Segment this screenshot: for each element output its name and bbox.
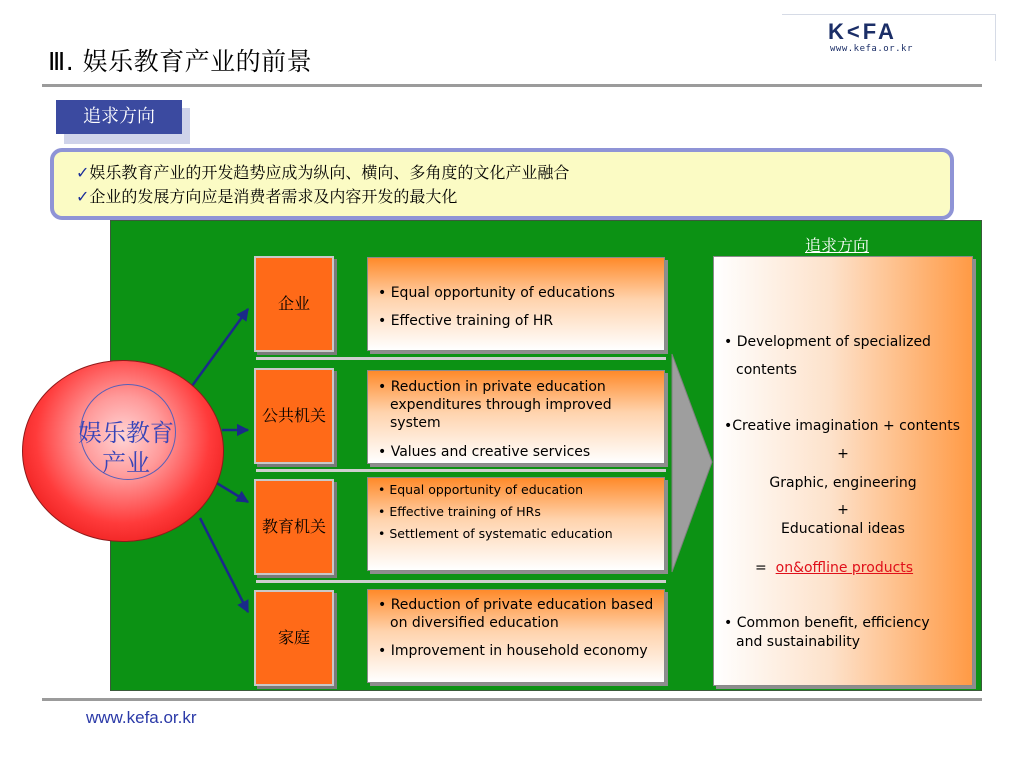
summary-text-1: 娱乐教育产业的开发趋势应成为纵向、横向、多角度的文化产业融合 (89, 163, 570, 182)
detail-bullet: • Effective training of HRs (378, 504, 541, 519)
arrow-to-family (200, 518, 248, 612)
result-bullet-1a: • Development of specialized (724, 334, 931, 350)
category-label: 教育机关 (261, 517, 326, 536)
result-plus-1: + (837, 446, 849, 462)
summary-text-2: 企业的发展方向应是消费者需求及内容开发的最大化 (89, 187, 458, 206)
row-separator (256, 357, 666, 360)
equals-sign: = (755, 560, 767, 576)
category-enterprise (254, 256, 334, 352)
category-label: 家庭 (277, 628, 310, 647)
page-title: Ⅲ. 娱乐教育产业的前景 (48, 47, 313, 76)
category-label: 企业 (277, 294, 310, 313)
footer-url[interactable]: www.kefa.or.kr (86, 708, 197, 727)
result-bullet-2: •Creative imagination + contents (724, 418, 961, 434)
result-plus-2: + (837, 502, 849, 518)
row-separator (256, 469, 666, 472)
detail-enterprise (367, 257, 665, 351)
panel-title: 追求方向 (805, 236, 870, 255)
result-bullet-1b: contents (736, 362, 797, 378)
detail-bullet: • Settlement of systematic education (378, 526, 613, 541)
check-icon: ✓ (76, 187, 90, 206)
result-bullet-5b: and sustainability (736, 634, 860, 650)
hub-label-line-2: 产业 (102, 449, 150, 477)
detail-bullet: • Values and creative services (378, 444, 591, 460)
result-line-3: Graphic, engineering (769, 475, 917, 491)
section-tag-label: 追求方向 (56, 100, 182, 134)
funnel-arrow (672, 354, 712, 572)
detail-bullet: • Improvement in household economy (378, 643, 648, 659)
result-line-4: Educational ideas (781, 521, 905, 537)
hub-label-line-1: 娱乐教育 (78, 419, 174, 447)
footer-divider (42, 698, 982, 701)
check-icon: ✓ (76, 163, 90, 182)
logo-url: www.kefa.or.kr (830, 44, 913, 54)
detail-family (367, 589, 665, 683)
category-label: 公共机关 (261, 406, 326, 425)
hub-label (66, 418, 186, 478)
kefa-logo: K<FA (828, 19, 897, 44)
category-family (254, 590, 334, 686)
detail-public-institution (367, 370, 665, 464)
category-education-institution (254, 479, 334, 575)
row-separator (256, 580, 666, 583)
category-public-institution (254, 368, 334, 464)
detail-bullet: • Equal opportunity of education (378, 482, 584, 497)
result-box (713, 256, 973, 686)
arrow-to-enterprise (192, 309, 248, 386)
detail-bullet: • Equal opportunity of educations (378, 285, 615, 301)
result-equals (755, 560, 913, 576)
detail-bullet: • Effective training of HR (378, 313, 554, 329)
detail-bullet: • Reduction of private education based on diversified education (378, 597, 654, 631)
highlight-link[interactable]: on&offline products (775, 560, 914, 576)
result-bullet-5a: • Common benefit, efficiency (724, 615, 930, 631)
detail-education-institution (367, 477, 665, 571)
detail-bullet: • Reduction in private education expenditures through improved system (378, 379, 612, 431)
arrow-to-education (215, 482, 248, 502)
